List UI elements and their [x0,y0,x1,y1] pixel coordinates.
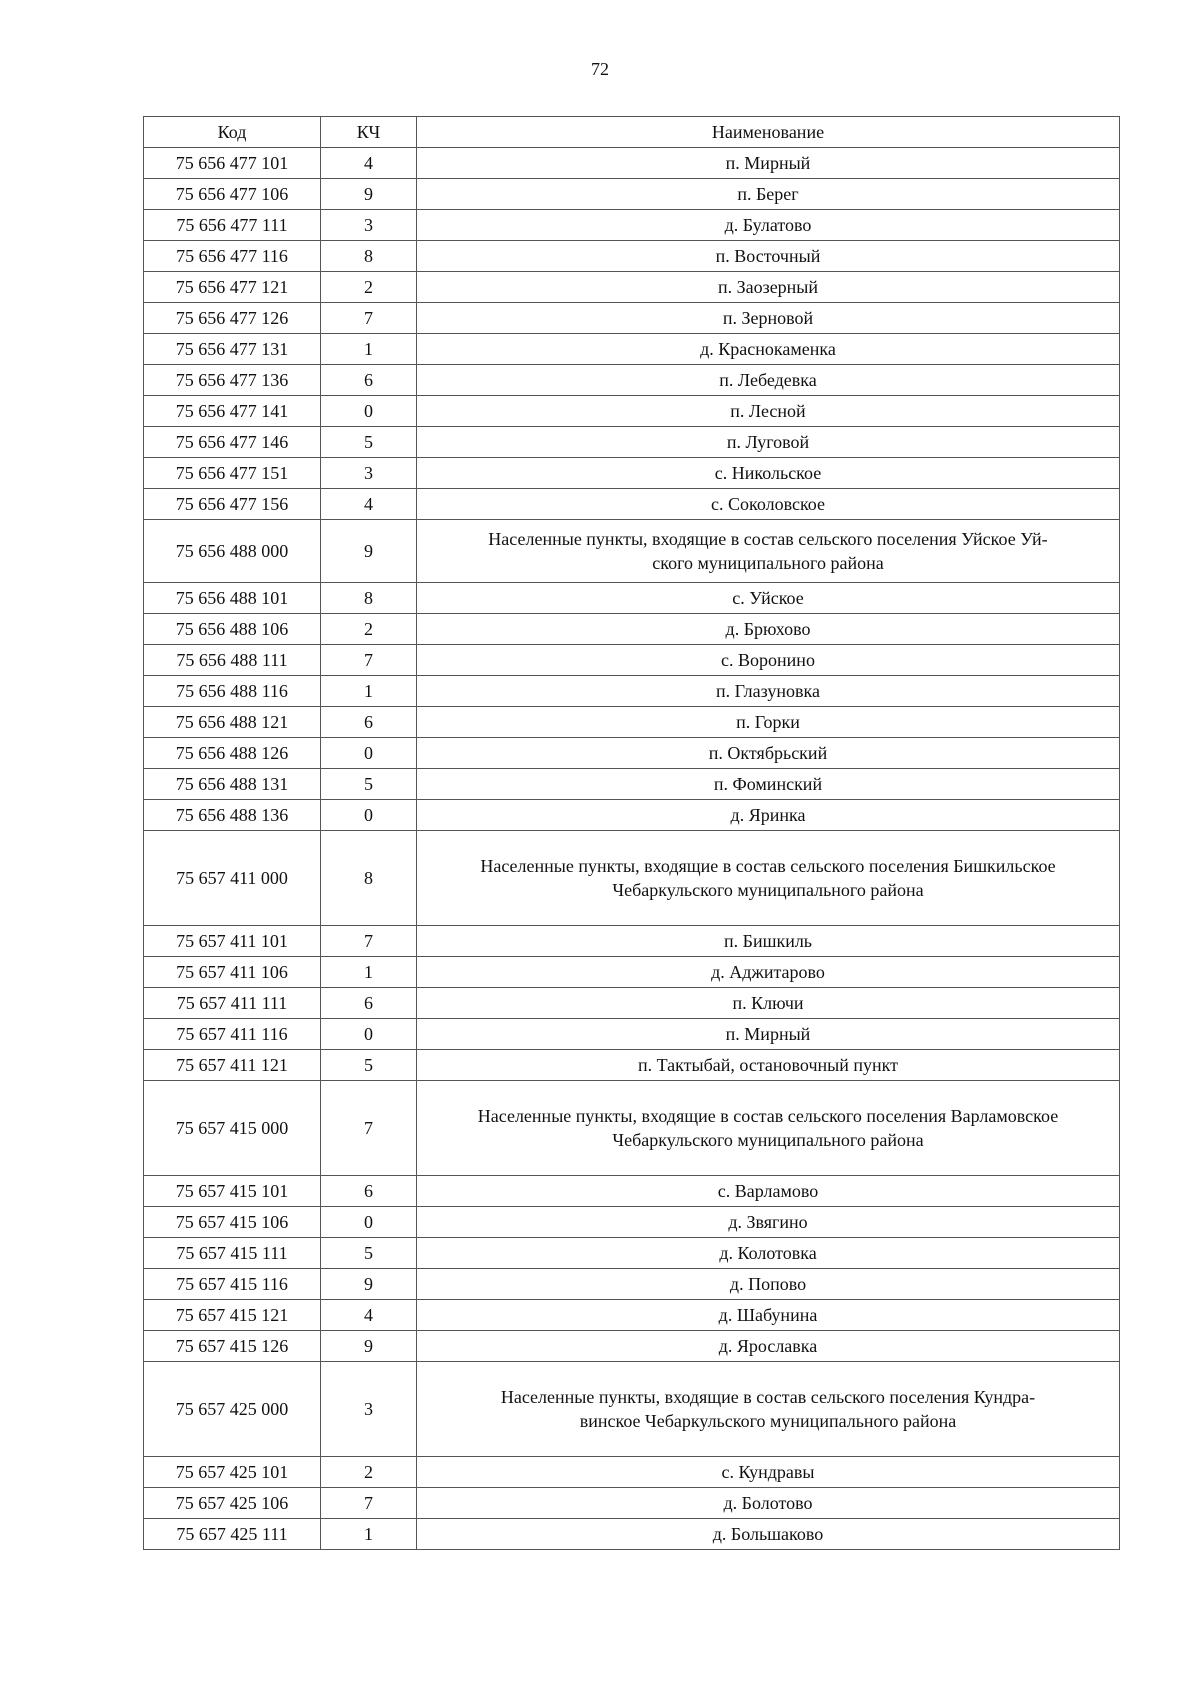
header-code: Код [144,117,321,148]
cell-name-group [417,831,1120,926]
table-row [144,210,1120,241]
cell-code: 75 656 488 101 [144,583,321,614]
table-row [144,957,1120,988]
cell-name: д. Звягино [417,1207,1120,1238]
table-row [144,1050,1120,1081]
page-number: 72 [591,59,609,79]
table-row [144,614,1120,645]
cell-kch: 4 [321,148,417,179]
cell-kch: 9 [321,179,417,210]
table-row [144,1238,1120,1269]
cell-name: д. Булатово [417,210,1120,241]
cell-kch: 9 [321,1269,417,1300]
cell-kch: 0 [321,1019,417,1050]
cell-code: 75 657 425 111 [144,1519,321,1550]
table-row [144,583,1120,614]
cell-code: 75 656 477 111 [144,210,321,241]
cell-code: 75 656 477 156 [144,489,321,520]
cell-name: п. Мирный [417,1019,1120,1050]
cell-kch: 0 [321,800,417,831]
cell-code: 75 657 425 000 [144,1362,321,1457]
cell-name: п. Октябрьский [417,738,1120,769]
cell-kch: 4 [321,1300,417,1331]
group-name-line-2: ского муниципального района [652,553,884,573]
cell-name: п. Бишкиль [417,926,1120,957]
table-group-row [144,520,1120,583]
table-row [144,645,1120,676]
table-row [144,1457,1120,1488]
cell-name: д. Яринка [417,800,1120,831]
group-name-line-2: Чебаркульского муниципального района [612,1130,924,1150]
cell-kch: 7 [321,645,417,676]
cell-kch: 0 [321,738,417,769]
cell-kch: 7 [321,1488,417,1519]
cell-code: 75 657 425 101 [144,1457,321,1488]
cell-kch: 9 [321,1331,417,1362]
cell-kch: 7 [321,1081,417,1176]
cell-name: с. Соколовское [417,489,1120,520]
cell-kch: 3 [321,458,417,489]
cell-kch: 0 [321,396,417,427]
cell-code: 75 656 477 121 [144,272,321,303]
cell-code: 75 656 488 106 [144,614,321,645]
table-row [144,1331,1120,1362]
cell-code: 75 656 477 116 [144,241,321,272]
cell-kch: 5 [321,1238,417,1269]
cell-kch: 3 [321,1362,417,1457]
cell-kch: 6 [321,988,417,1019]
table-group-row [144,831,1120,926]
table-row [144,489,1120,520]
table-row [144,1019,1120,1050]
cell-code: 75 656 477 106 [144,179,321,210]
cell-code: 75 656 477 131 [144,334,321,365]
cell-name: с. Никольское [417,458,1120,489]
cell-kch: 5 [321,427,417,458]
table-row [144,272,1120,303]
table-row [144,1488,1120,1519]
cell-name: п. Берег [417,179,1120,210]
cell-name: п. Фоминский [417,769,1120,800]
cell-kch: 2 [321,1457,417,1488]
cell-code: 75 656 477 136 [144,365,321,396]
cell-name: п. Заозерный [417,272,1120,303]
cell-name: п. Горки [417,707,1120,738]
cell-name: п. Тактыбай, остановочный пункт [417,1050,1120,1081]
table-row [144,334,1120,365]
cell-code: 75 657 411 106 [144,957,321,988]
cell-kch: 8 [321,241,417,272]
cell-code: 75 657 415 116 [144,1269,321,1300]
cell-name: п. Лесной [417,396,1120,427]
cell-name: п. Глазуновка [417,676,1120,707]
cell-code: 75 657 411 101 [144,926,321,957]
cell-code: 75 656 477 126 [144,303,321,334]
table-row [144,1269,1120,1300]
cell-kch: 7 [321,303,417,334]
cell-kch: 4 [321,489,417,520]
cell-kch: 6 [321,365,417,396]
cell-name: с. Кундравы [417,1457,1120,1488]
cell-kch: 9 [321,520,417,583]
cell-code: 75 656 477 151 [144,458,321,489]
cell-code: 75 657 415 106 [144,1207,321,1238]
cell-kch: 1 [321,1519,417,1550]
cell-code: 75 657 411 111 [144,988,321,1019]
table-row [144,458,1120,489]
table-row [144,396,1120,427]
cell-code: 75 656 488 000 [144,520,321,583]
cell-kch: 0 [321,1207,417,1238]
cell-kch: 5 [321,769,417,800]
cell-name: с. Варламово [417,1176,1120,1207]
cell-kch: 6 [321,707,417,738]
cell-name-group [417,520,1120,583]
cell-name: д. Ярославка [417,1331,1120,1362]
table-row [144,769,1120,800]
cell-kch: 5 [321,1050,417,1081]
cell-name: п. Зерновой [417,303,1120,334]
table-group-row [144,1081,1120,1176]
cell-name: п. Восточный [417,241,1120,272]
cell-code: 75 657 415 000 [144,1081,321,1176]
table-row [144,738,1120,769]
cell-kch: 3 [321,210,417,241]
cell-code: 75 656 488 131 [144,769,321,800]
cell-code: 75 656 477 101 [144,148,321,179]
cell-name-group [417,1081,1120,1176]
cell-name: д. Краснокаменка [417,334,1120,365]
cell-name: д. Шабунина [417,1300,1120,1331]
table-row [144,241,1120,272]
cell-name: д. Брюхово [417,614,1120,645]
table-row [144,707,1120,738]
table-header-row [144,117,1120,148]
group-name-line-1: Населенные пункты, входящие в состав сельского поселения Уйское Уй- [488,529,1048,549]
header-kch: КЧ [321,117,417,148]
cell-name: п. Лебедевка [417,365,1120,396]
cell-name: д. Большаково [417,1519,1120,1550]
cell-code: 75 657 415 111 [144,1238,321,1269]
cell-name: п. Ключи [417,988,1120,1019]
cell-code: 75 656 488 116 [144,676,321,707]
cell-code: 75 657 411 116 [144,1019,321,1050]
table-group-row [144,1362,1120,1457]
cell-code: 75 656 477 146 [144,427,321,458]
group-name-line-2: Чебаркульского муниципального района [612,880,924,900]
table-row [144,1300,1120,1331]
cell-code: 75 656 488 111 [144,645,321,676]
cell-name: с. Уйское [417,583,1120,614]
cell-name: д. Аджитарово [417,957,1120,988]
cell-kch: 1 [321,334,417,365]
cell-code: 75 657 411 121 [144,1050,321,1081]
cell-code: 75 657 411 000 [144,831,321,926]
cell-kch: 2 [321,272,417,303]
header-name: Наименование [417,117,1120,148]
table-row [144,1207,1120,1238]
cell-code: 75 657 415 126 [144,1331,321,1362]
cell-kch: 6 [321,1176,417,1207]
table-row [144,676,1120,707]
table-row [144,365,1120,396]
cell-code: 75 656 488 126 [144,738,321,769]
group-name-line-2: винское Чебаркульского муниципального района [579,1411,957,1431]
table-row [144,1176,1120,1207]
cell-name: п. Мирный [417,148,1120,179]
cell-code: 75 656 488 121 [144,707,321,738]
cell-name: п. Луговой [417,427,1120,458]
table-row [144,800,1120,831]
cell-name: с. Воронино [417,645,1120,676]
cell-code: 75 657 415 101 [144,1176,321,1207]
cell-kch: 1 [321,957,417,988]
table-row [144,427,1120,458]
cell-kch: 7 [321,926,417,957]
cell-name: д. Болотово [417,1488,1120,1519]
group-name-line-1: Населенные пункты, входящие в состав сельского поселения Варламовское [477,1106,1059,1126]
cell-kch: 2 [321,614,417,645]
table-row [144,1519,1120,1550]
cell-code: 75 656 477 141 [144,396,321,427]
cell-name: д. Попово [417,1269,1120,1300]
cell-kch: 8 [321,831,417,926]
cell-name: д. Колотовка [417,1238,1120,1269]
table-row [144,303,1120,334]
group-name-line-1: Населенные пункты, входящие в состав сельского поселения Кундра- [500,1387,1036,1407]
group-name-line-1: Населенные пункты, входящие в состав сельского поселения Бишкильское [480,856,1056,876]
table-row [144,179,1120,210]
cell-name-group [417,1362,1120,1457]
cell-kch: 1 [321,676,417,707]
table-row [144,926,1120,957]
cell-code: 75 657 415 121 [144,1300,321,1331]
table-row [144,148,1120,179]
table-row [144,988,1120,1019]
cell-kch: 8 [321,583,417,614]
cell-code: 75 656 488 136 [144,800,321,831]
settlement-codes-table [143,116,1120,1550]
cell-code: 75 657 425 106 [144,1488,321,1519]
